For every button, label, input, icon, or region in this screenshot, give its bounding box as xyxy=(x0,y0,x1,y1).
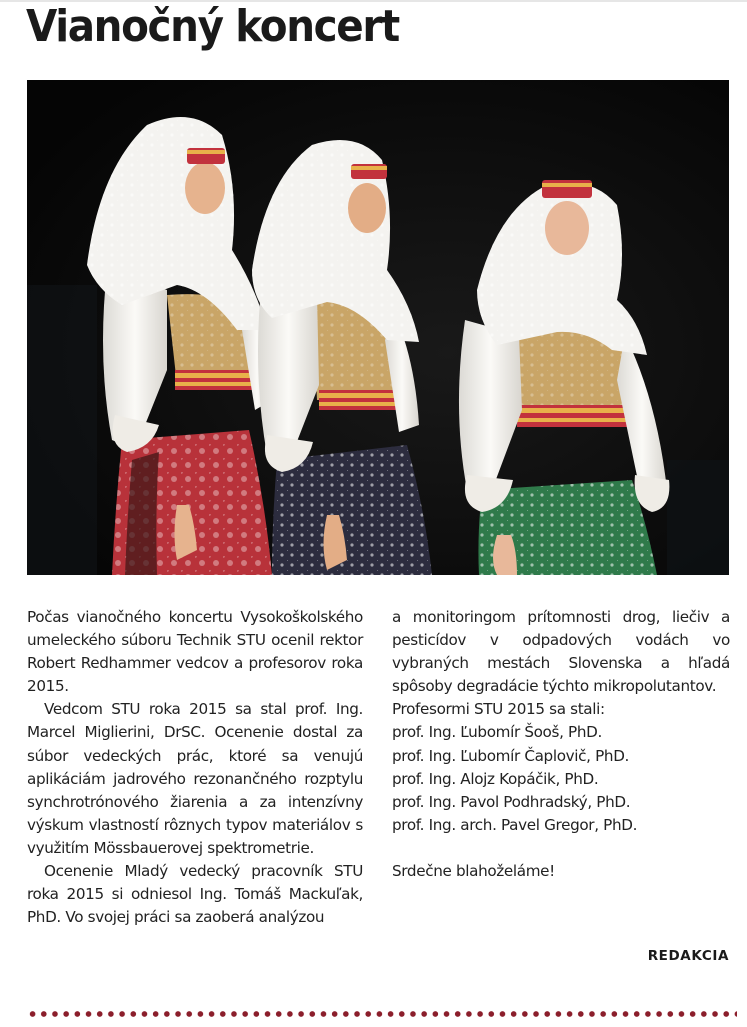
continuation-paragraph: a monitoringom prítomnosti drog, liečiv a pesticídov v odpadových vodách vo vybraných mestách Slovenska a hľadá spôsoby degradácie týchto mikropolutantov. xyxy=(392,608,730,696)
left-column xyxy=(27,606,363,929)
professor-item: prof. Ing. Pavol Podhradský, PhD. xyxy=(392,792,631,811)
professor-item: prof. Ing. Ľubomír Čaplovič, PhD. xyxy=(392,746,630,765)
professors-intro: Profesormi STU 2015 sa stali: xyxy=(392,700,605,719)
professors-list xyxy=(392,721,730,836)
closing-line: Srdečne blahoželáme! xyxy=(392,861,555,880)
article-title: Vianočný koncert xyxy=(26,1,399,52)
spacer xyxy=(392,837,730,860)
intro-paragraph: Počas vianočného koncertu Vysokoškolského umeleckého súboru Technik STU ocenil rektor Robert Redhammer vedcov a profesorov roka 2015. xyxy=(27,608,363,696)
young-researcher-paragraph: Ocenenie Mladý vedecký pracovník STU roka 2015 si odniesol Ing. Tomáš Mackuľak, PhD. Vo svojej práci sa zaoberá analýzou xyxy=(27,862,363,927)
professor-item: prof. Ing. Alojz Kopáčik, PhD. xyxy=(392,769,599,788)
professor-item: prof. Ing. arch. Pavel Gregor, PhD. xyxy=(392,815,638,834)
signoff: REDAKCIA xyxy=(647,948,729,964)
dotted-divider xyxy=(27,1010,737,1018)
concert-photo xyxy=(27,80,729,575)
professor-item: prof. Ing. Ľubomír Šooš, PhD. xyxy=(392,723,602,742)
right-column xyxy=(392,606,730,883)
scientist-paragraph: Vedcom STU roka 2015 sa stal prof. Ing. Marcel Miglierini, DrSC. Ocenenie dostal za súbor vedeckých prác, ktoré sa venujú aplikáciám jadrového rezonančného rozptylu synchrotrónového žiarenia a za intenzívny výskum vlastností rôznych typov materiálov s využitím Mössbauerovej spektrometrie. xyxy=(27,700,363,857)
